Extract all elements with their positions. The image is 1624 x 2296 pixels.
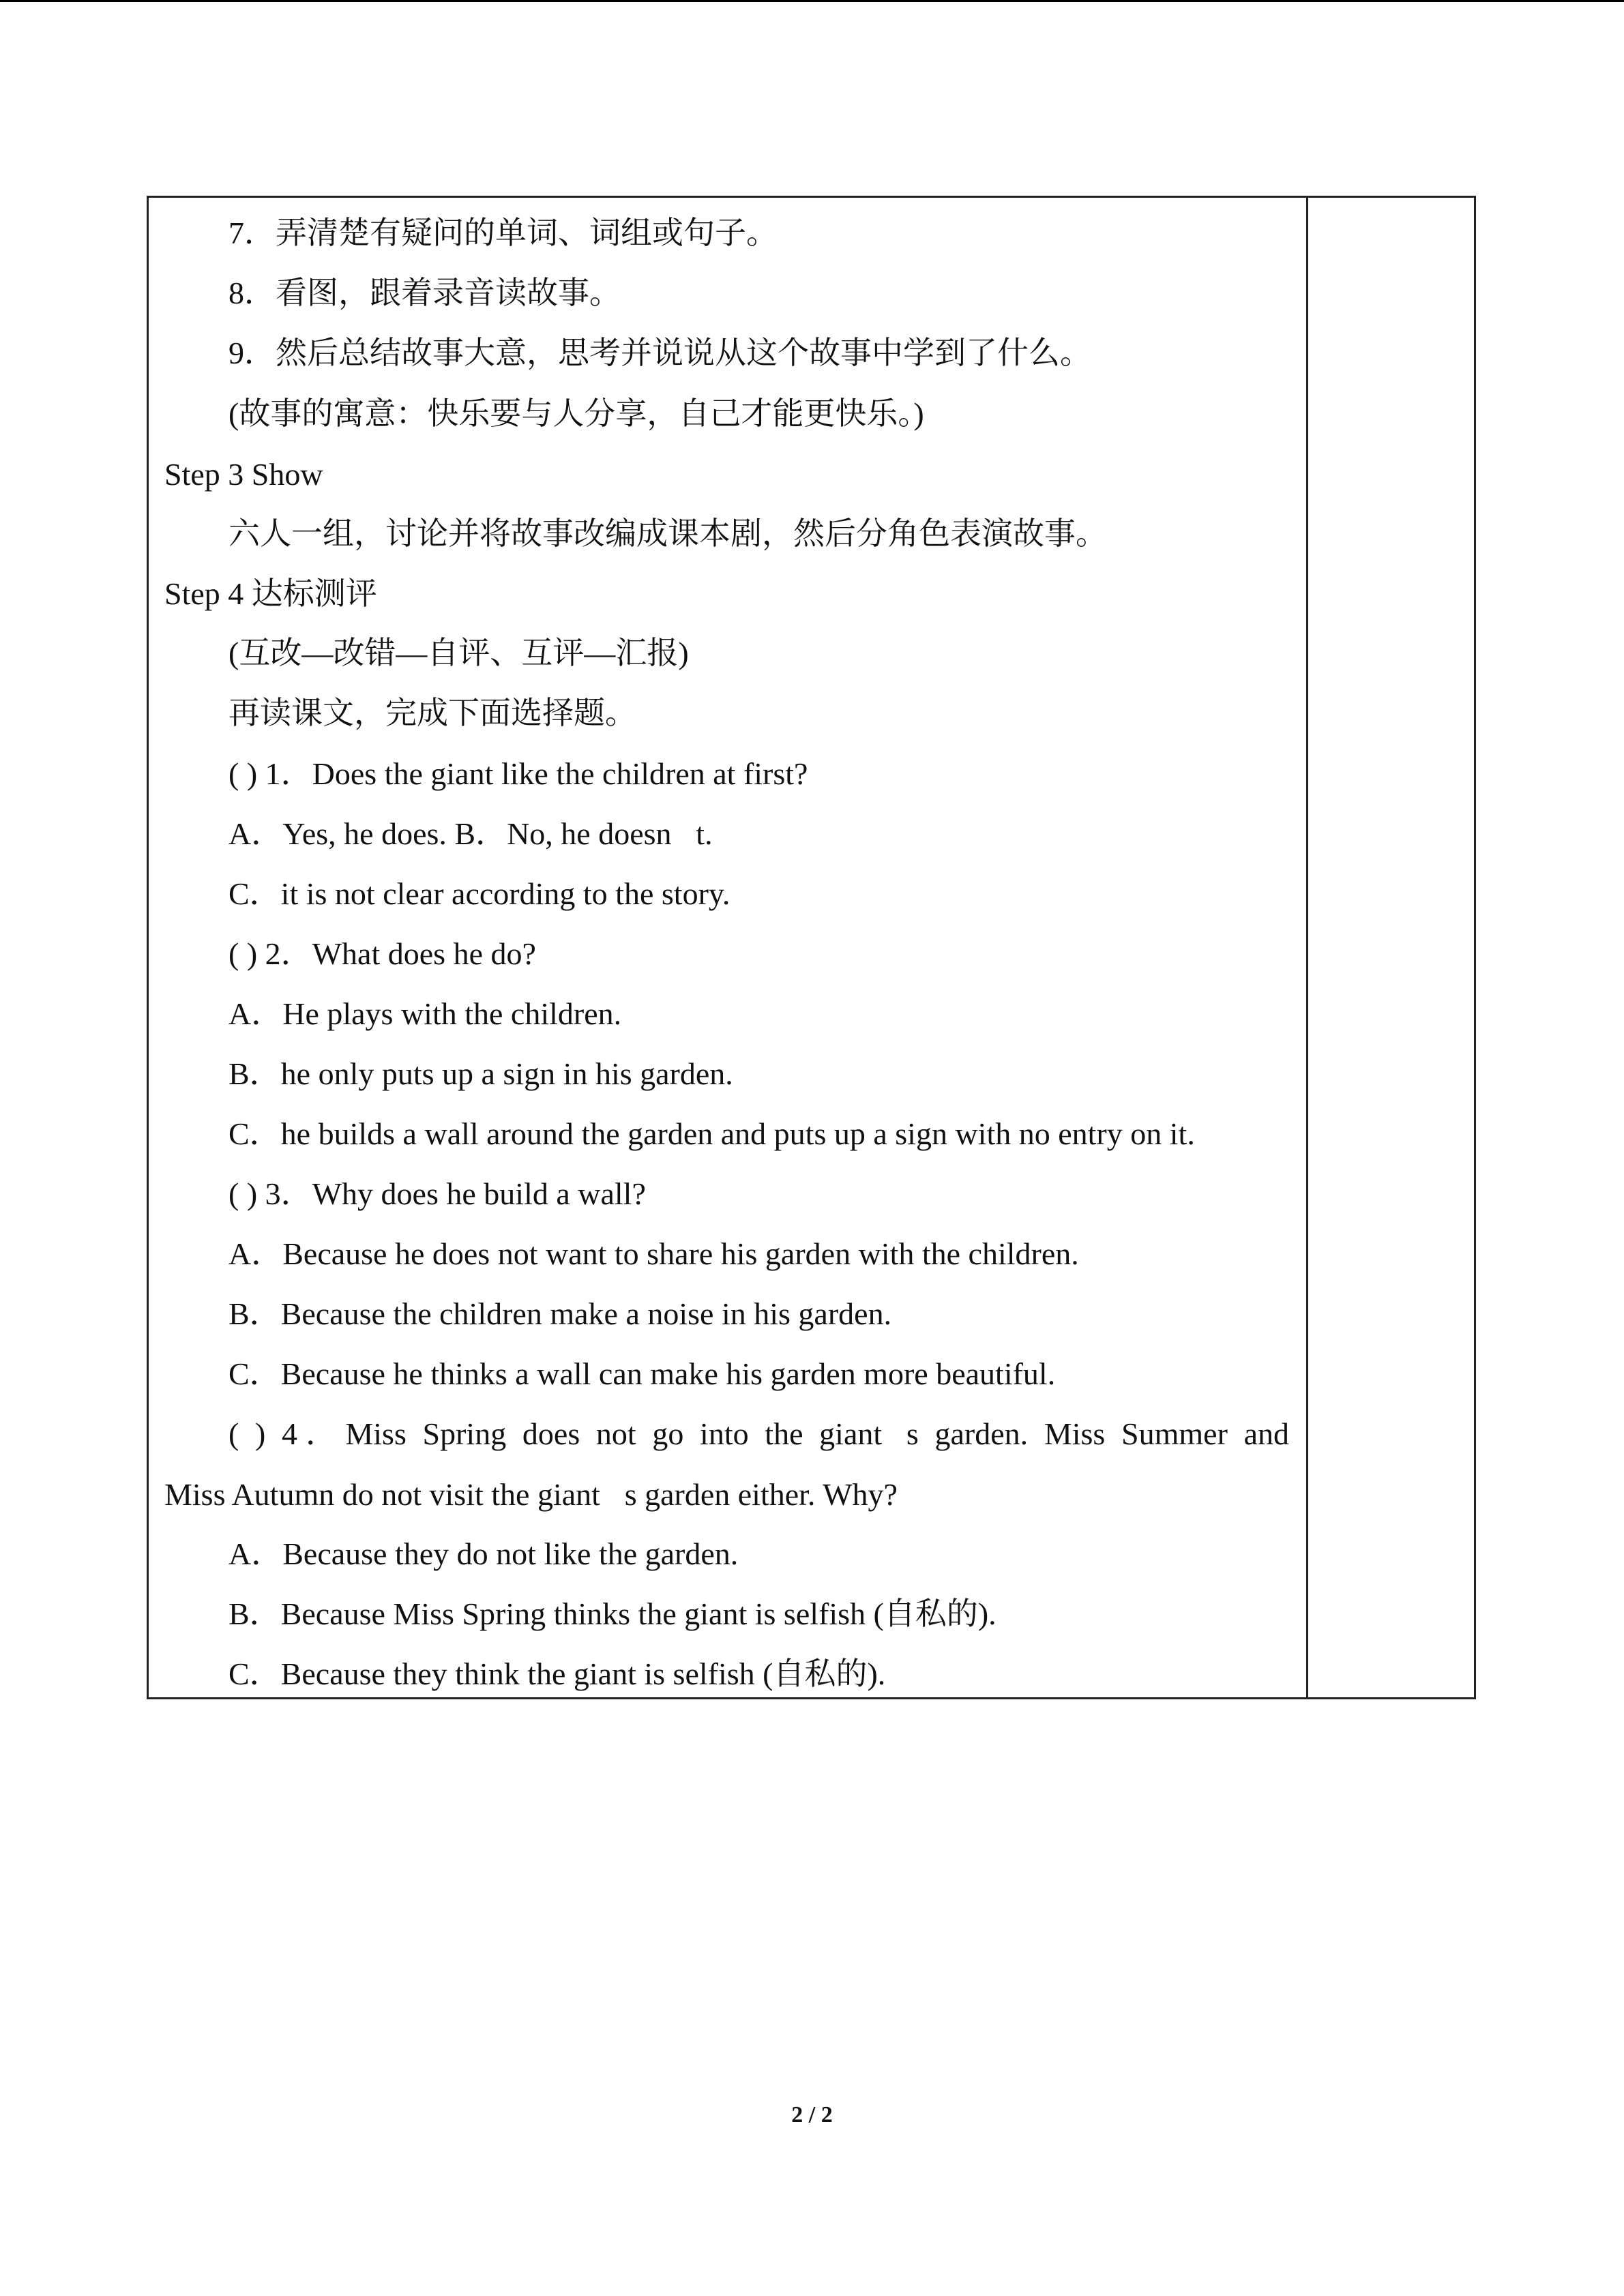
lesson-table bbox=[147, 196, 1476, 1699]
text-line-instruction: 再读课文，完成下面选择题。 bbox=[228, 696, 636, 730]
text-line-step8: 8．看图，跟着录音读故事。 bbox=[228, 275, 621, 310]
question-2: ( ) 2．What does he do? bbox=[228, 936, 536, 971]
question-4-line-1: ( ) 4．Miss Spring does not go into the giant s garden. Miss Summer and bbox=[228, 1416, 1289, 1451]
question-1: ( ) 1．Does the giant like the children at first? bbox=[228, 756, 808, 791]
page-number: 2 / 2 bbox=[791, 2102, 833, 2128]
step-3-heading: Step 3 Show bbox=[164, 457, 323, 492]
question-4-option-a: A．Because they do not like the garden. bbox=[228, 1536, 739, 1571]
question-3: ( ) 3．Why does he build a wall? bbox=[228, 1176, 646, 1211]
page-top-border bbox=[0, 0, 1624, 2]
text-line-show-task: 六人一组，讨论并将故事改编成课本剧，然后分角色表演故事。 bbox=[228, 516, 1107, 551]
question-4-line-2: Miss Autumn do not visit the giant s garden either. Why? bbox=[164, 1477, 898, 1512]
question-3-option-b: B．Because the children make a noise in his garden. bbox=[228, 1296, 892, 1331]
question-2-option-a: A．He plays with the children. bbox=[228, 996, 622, 1031]
question-3-option-c: C．Because he thinks a wall can make his garden more beautiful. bbox=[228, 1356, 1056, 1391]
question-3-option-a: A．Because he does not want to share his garden with the children. bbox=[228, 1236, 1079, 1271]
lesson-content-cell bbox=[149, 198, 1308, 1697]
text-line-step9: 9．然后总结故事大意，思考并说说从这个故事中学到了什么。 bbox=[228, 336, 1091, 370]
question-2-option-b: B．he only puts up a sign in his garden. bbox=[228, 1056, 733, 1091]
question-4-option-c: C．Because they think the giant is selfish (自私的). bbox=[228, 1656, 886, 1691]
question-2-option-c: C．he builds a wall around the garden and puts up a sign with no entry on it. bbox=[228, 1116, 1195, 1151]
step-4-heading: Step 4 达标测评 bbox=[164, 576, 377, 611]
question-1-option-c: C．it is not clear according to the story. bbox=[228, 876, 730, 911]
notes-cell bbox=[1308, 198, 1474, 1697]
text-line-moral: (故事的寓意：快乐要与人分享，自己才能更快乐。) bbox=[228, 396, 924, 431]
text-line-assessment-mode: (互改—改错—自评、互评—汇报) bbox=[228, 636, 689, 670]
question-1-options-ab: A．Yes, he does. B．No, he doesn t. bbox=[228, 816, 713, 851]
question-4-option-b: B．Because Miss Spring thinks the giant is selfish (自私的). bbox=[228, 1596, 996, 1631]
text-line-step7: 7．弄清楚有疑问的单词、词组或句子。 bbox=[228, 215, 778, 250]
